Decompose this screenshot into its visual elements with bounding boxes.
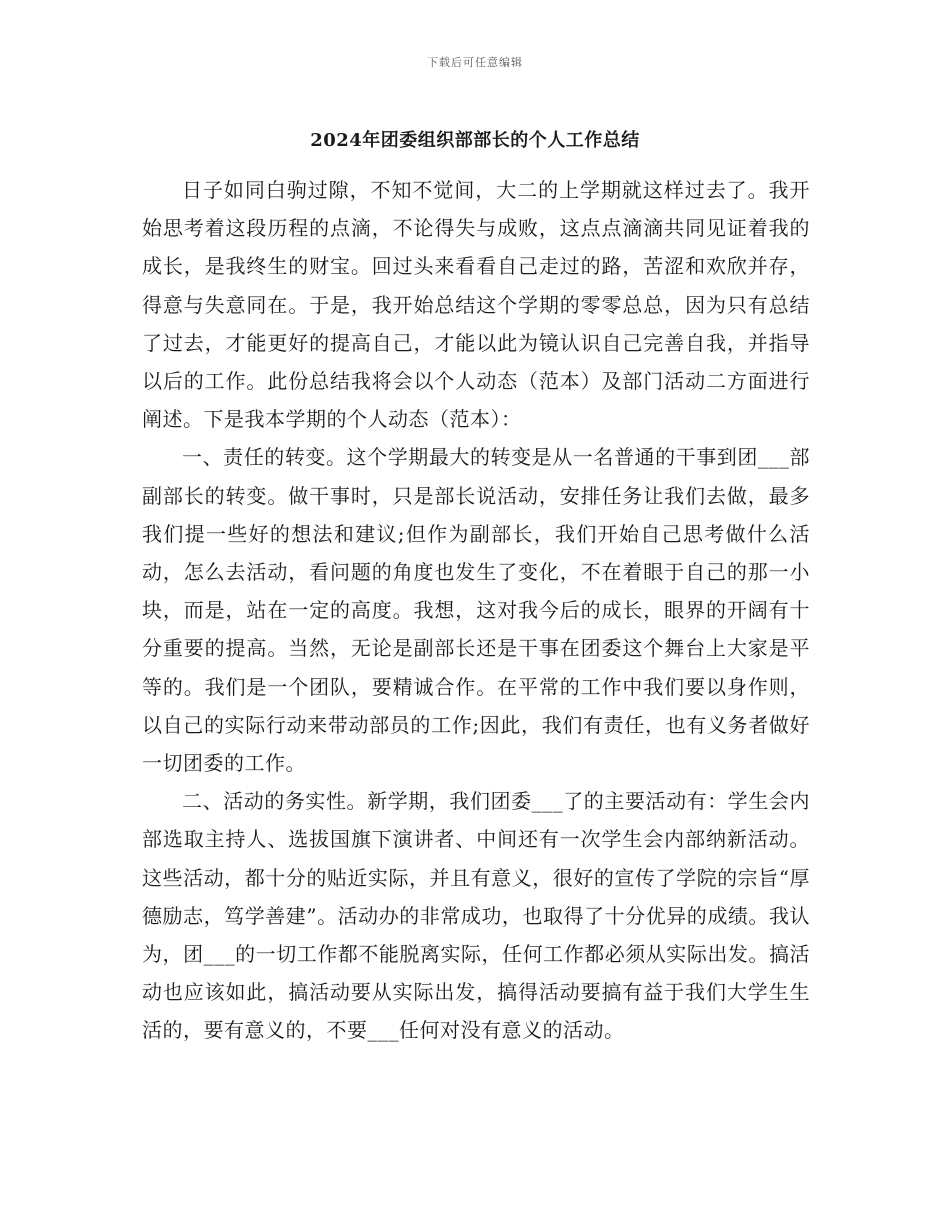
paragraph-activities: 二、活动的务实性。新学期，我们团委___了的主要活动有：学生会内部选取主持人、选拔国旗下演讲者、中间还有一次学生会内部纳新活动。这些活动，都十分的贴近实际，并且有意义，很好的宣传了学院的宗旨“厚德励志，笃学善建”。活动办的非常成功，也取得了十分优异的成绩。我认为，团___的一切工作都不能脱离实际，任何工作都必须从实际出发。搞活动也应该如此，搞活动要从实际出发，搞得活动要搞有益于我们大学生生活的，要有意义的，不要___任何对没有意义的活动。 [142,789,810,1043]
header-note: 下载后可任意编辑 [427,56,523,69]
paragraph-responsibility: 一、责任的转变。这个学期最大的转变是从一名普通的干事到团___部副部长的转变。做干事时，只是部长说活动，安排任务让我们去做，最多我们提一些好的想法和建议;但作为副部长，我们开始自己思考做什么活动，怎么去活动，看问题的角度也发生了变化，不在着眼于自己的那一小块，而是，站在一定的高度。我想，这对我今后的成长，眼界的开阔有十分重要的提高。当然，无论是副部长还是干事在团委这个舞台上大家是平等的。我们是一个团队，要精诚合作。在平常的工作中我们要以身作则，以自己的实际行动来带动部员的工作;因此，我们有责任，也有义务者做好一切团委的工作。 [142,445,810,776]
document-body [142,171,810,1050]
paragraph-intro: 日子如同白驹过隙，不知不觉间，大二的上学期就这样过去了。我开始思考着这段历程的点滴，不论得失与成败，这点点滴滴共同见证着我的成长，是我终生的财宝。回过头来看看自己走过的路，苦涩和欢欣并存，得意与失意同在。于是，我开始总结这个学期的零零总总，因为只有总结了过去，才能更好的提高自己，才能以此为镜认识自己完善自我，并指导以后的工作。此份总结我将会以个人动态（范本）及部门活动二方面进行阐述。下是我本学期的个人动态（范本）： [142,178,810,432]
document-title: 2024年团委组织部部长的个人工作总结 [310,130,640,151]
